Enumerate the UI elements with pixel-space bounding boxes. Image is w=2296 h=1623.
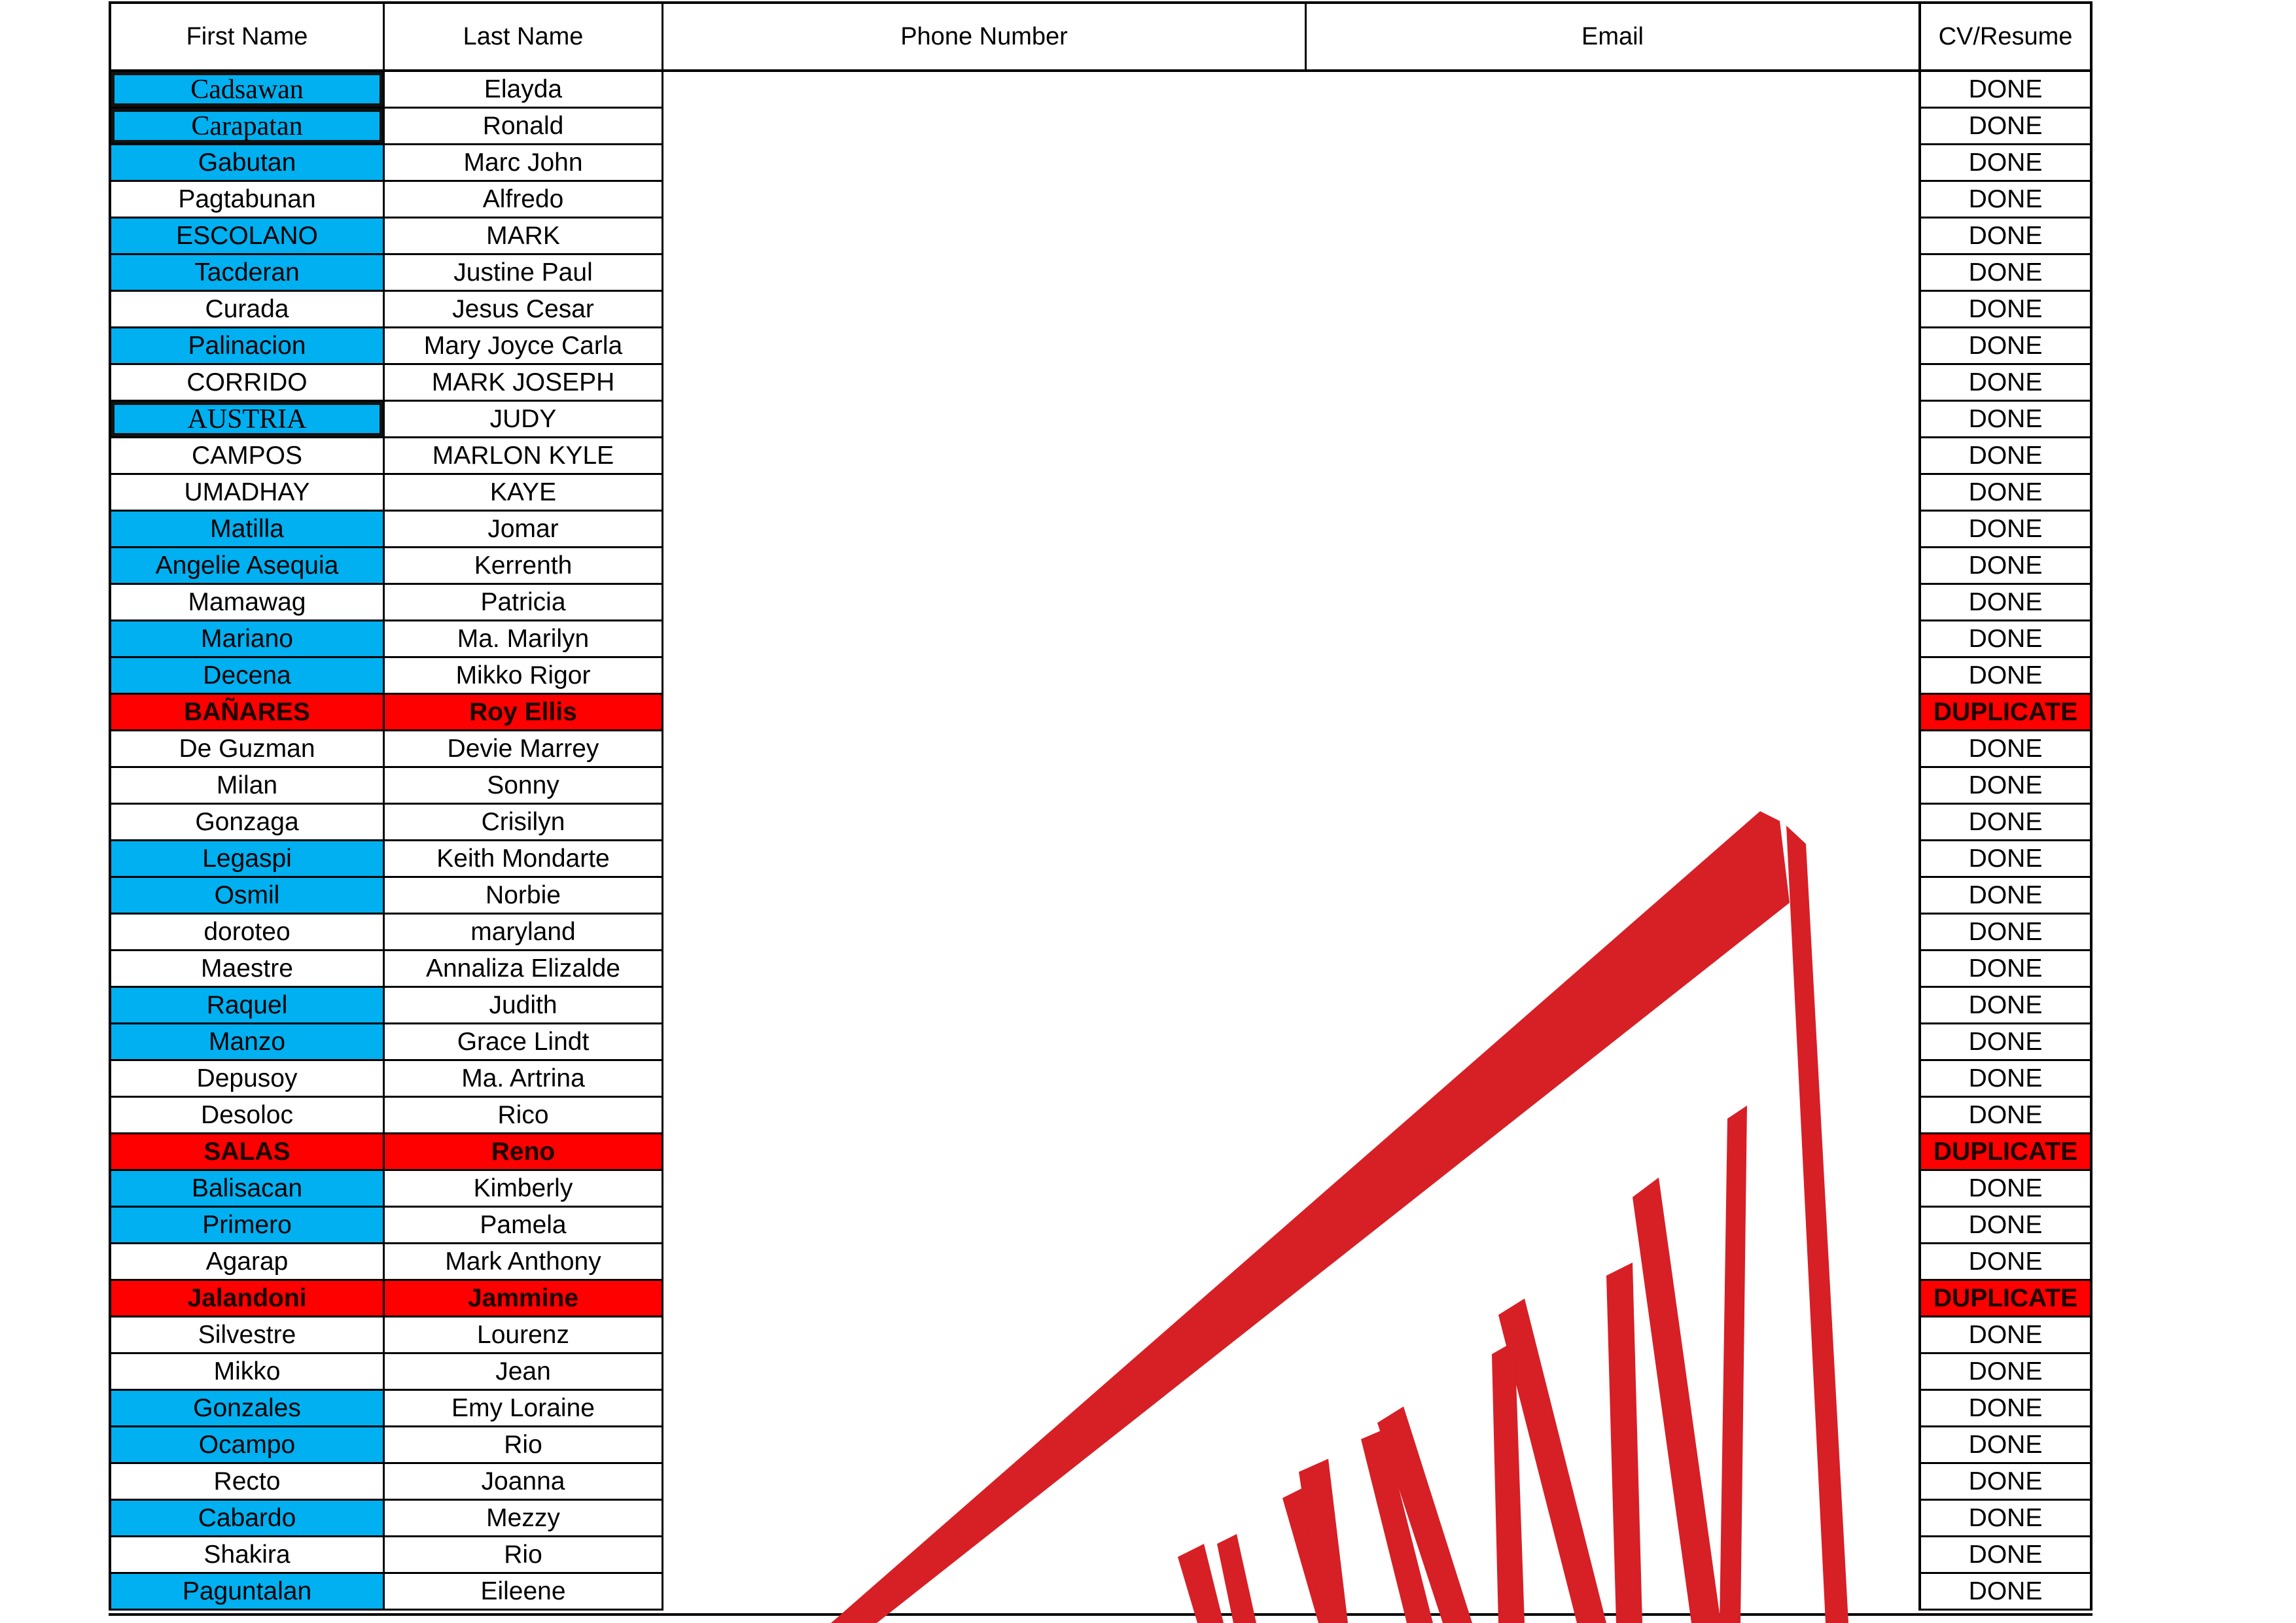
table-row <box>109 1574 663 1611</box>
first-name-cell[interactable]: CORRIDO <box>109 365 385 402</box>
first-name-cell[interactable]: Matilla <box>109 512 385 548</box>
duplicate-status-cell[interactable]: DUPLICATE <box>1918 1134 2093 1171</box>
status-row <box>1918 548 2093 585</box>
first-name-cell[interactable]: Gonzales <box>109 1391 385 1427</box>
first-name-cell[interactable]: doroteo <box>109 915 385 951</box>
table-row <box>109 218 663 255</box>
first-name-cell[interactable]: Primero <box>109 1208 385 1244</box>
status-row <box>1918 585 2093 621</box>
first-name-cell[interactable]: Agarap <box>109 1244 385 1281</box>
table-row <box>109 512 663 548</box>
table-row <box>109 1391 663 1427</box>
status-row <box>1918 768 2093 805</box>
first-name-cell[interactable]: Shakira <box>109 1537 385 1574</box>
status-row <box>1918 1354 2093 1391</box>
table-row <box>109 585 663 621</box>
status-row <box>1918 218 2093 255</box>
first-name-cell[interactable]: Maestre <box>109 951 385 988</box>
status-row <box>1918 438 2093 475</box>
done-status-cell[interactable]: DONE <box>1918 988 2093 1024</box>
last-name-cell[interactable]: Patricia <box>385 585 663 621</box>
done-status-cell[interactable]: DONE <box>1918 1574 2093 1611</box>
done-status-cell[interactable]: DONE <box>1918 1501 2093 1537</box>
table-row <box>109 1244 663 1281</box>
table-row <box>109 1427 663 1464</box>
done-status-cell[interactable]: DONE <box>1918 1024 2093 1061</box>
done-status-cell[interactable]: DONE <box>1918 1244 2093 1281</box>
table-row <box>109 878 663 915</box>
last-name-cell[interactable]: KAYE <box>385 475 663 512</box>
table-row <box>109 1354 663 1391</box>
table-row <box>109 1537 663 1574</box>
table-row <box>109 658 663 695</box>
table-row <box>109 768 663 805</box>
last-name-cell[interactable]: Jammine <box>385 1281 663 1318</box>
table-row <box>109 402 663 438</box>
last-name-cell[interactable]: Pamela <box>385 1208 663 1244</box>
first-name-cell[interactable]: Legaspi <box>109 841 385 878</box>
status-row <box>1918 1281 2093 1318</box>
status-row <box>1918 1208 2093 1244</box>
status-row <box>1918 328 2093 365</box>
table-row <box>109 1134 663 1171</box>
first-name-cell[interactable]: Curada <box>109 292 385 328</box>
header-last-name: Last Name <box>385 1 663 72</box>
table-row <box>109 915 663 951</box>
header-cv-resume: CV/Resume <box>1918 1 2093 72</box>
first-name-cell[interactable]: Cadsawan <box>109 72 385 109</box>
status-row <box>1918 988 2093 1024</box>
status-row <box>1918 1244 2093 1281</box>
status-row <box>1918 182 2093 218</box>
table-row <box>109 621 663 658</box>
last-name-cell[interactable]: Ma. Marilyn <box>385 621 663 658</box>
first-name-cell[interactable]: SALAS <box>109 1134 385 1171</box>
status-row <box>1918 878 2093 915</box>
first-name-cell[interactable]: Decena <box>109 658 385 695</box>
last-name-cell[interactable]: MARK <box>385 218 663 255</box>
table-row <box>109 365 663 402</box>
table-row <box>109 328 663 365</box>
status-row <box>1918 915 2093 951</box>
done-status-cell[interactable]: DONE <box>1918 72 2093 109</box>
last-name-cell[interactable]: Justine Paul <box>385 255 663 292</box>
status-row <box>1918 1501 2093 1537</box>
status-row <box>1918 72 2093 109</box>
status-row <box>1918 475 2093 512</box>
first-name-cell[interactable]: Raquel <box>109 988 385 1024</box>
status-row <box>1918 512 2093 548</box>
first-name-cell[interactable]: Mamawag <box>109 585 385 621</box>
last-name-cell[interactable]: Judith <box>385 988 663 1024</box>
done-status-cell[interactable]: DONE <box>1918 1318 2093 1354</box>
first-name-cell[interactable]: ESCOLANO <box>109 218 385 255</box>
status-row <box>1918 1391 2093 1427</box>
done-status-cell[interactable]: DONE <box>1918 731 2093 768</box>
status-row <box>1918 805 2093 841</box>
last-name-cell[interactable]: Crisilyn <box>385 805 663 841</box>
status-row <box>1918 1171 2093 1208</box>
done-status-cell[interactable]: DONE <box>1918 1537 2093 1574</box>
last-name-cell[interactable]: Norbie <box>385 878 663 915</box>
done-status-cell[interactable]: DONE <box>1918 585 2093 621</box>
last-name-cell[interactable]: Devie Marrey <box>385 731 663 768</box>
done-status-cell[interactable]: DONE <box>1918 658 2093 695</box>
header-phone-number: Phone Number <box>663 1 1307 72</box>
done-status-cell[interactable]: DONE <box>1918 841 2093 878</box>
last-name-cell[interactable]: Joanna <box>385 1464 663 1501</box>
status-row <box>1918 1464 2093 1501</box>
first-name-cell[interactable]: Milan <box>109 768 385 805</box>
table-row <box>109 988 663 1024</box>
first-name-cell[interactable]: Recto <box>109 1464 385 1501</box>
done-status-cell[interactable]: DONE <box>1918 438 2093 475</box>
table-row <box>109 841 663 878</box>
done-status-cell[interactable]: DONE <box>1918 145 2093 182</box>
status-row <box>1918 1061 2093 1098</box>
last-name-cell[interactable]: Reno <box>385 1134 663 1171</box>
table-row <box>109 731 663 768</box>
first-name-cell[interactable]: Osmil <box>109 878 385 915</box>
status-row <box>1918 1318 2093 1354</box>
first-name-cell[interactable]: Depusoy <box>109 1061 385 1098</box>
first-name-cell[interactable]: Tacderan <box>109 255 385 292</box>
last-name-cell[interactable]: MARK JOSEPH <box>385 365 663 402</box>
first-name-cell[interactable]: De Guzman <box>109 731 385 768</box>
first-name-cell[interactable]: Jalandoni <box>109 1281 385 1318</box>
last-name-cell[interactable]: Jean <box>385 1354 663 1391</box>
last-name-cell[interactable]: Alfredo <box>385 182 663 218</box>
last-name-cell[interactable]: Rico <box>385 1098 663 1134</box>
done-status-cell[interactable]: DONE <box>1918 915 2093 951</box>
last-name-cell[interactable]: Rio <box>385 1537 663 1574</box>
last-name-cell[interactable]: Jesus Cesar <box>385 292 663 328</box>
table-row <box>109 182 663 218</box>
last-name-cell[interactable]: Marc John <box>385 145 663 182</box>
first-name-cell[interactable]: Ocampo <box>109 1427 385 1464</box>
first-name-cell[interactable]: Balisacan <box>109 1171 385 1208</box>
status-row <box>1918 841 2093 878</box>
status-row <box>1918 255 2093 292</box>
done-status-cell[interactable]: DONE <box>1918 1427 2093 1464</box>
table-row <box>109 475 663 512</box>
status-row <box>1918 109 2093 145</box>
done-status-cell[interactable]: DONE <box>1918 878 2093 915</box>
table-row <box>109 1098 663 1134</box>
done-status-cell[interactable]: DONE <box>1918 805 2093 841</box>
table-row <box>109 548 663 585</box>
status-row <box>1918 695 2093 731</box>
first-name-cell[interactable]: Paguntalan <box>109 1574 385 1611</box>
done-status-cell[interactable]: DONE <box>1918 109 2093 145</box>
first-name-cell[interactable]: Desoloc <box>109 1098 385 1134</box>
table-row <box>109 1281 663 1318</box>
last-name-cell[interactable]: Mark Anthony <box>385 1244 663 1281</box>
done-status-cell[interactable]: DONE <box>1918 402 2093 438</box>
status-row <box>1918 292 2093 328</box>
table-row <box>109 951 663 988</box>
last-name-cell[interactable]: Eileene <box>385 1574 663 1611</box>
first-name-cell[interactable]: Mikko <box>109 1354 385 1391</box>
table-row <box>109 695 663 731</box>
last-name-cell[interactable]: Grace Lindt <box>385 1024 663 1061</box>
done-status-cell[interactable]: DONE <box>1918 1464 2093 1501</box>
done-status-cell[interactable]: DONE <box>1918 475 2093 512</box>
last-name-cell[interactable]: maryland <box>385 915 663 951</box>
table-row <box>109 292 663 328</box>
cv-status-column <box>1918 72 2093 1611</box>
status-row <box>1918 402 2093 438</box>
last-name-cell[interactable]: Mezzy <box>385 1501 663 1537</box>
last-name-cell[interactable]: Annaliza Elizalde <box>385 951 663 988</box>
done-status-cell[interactable]: DONE <box>1918 182 2093 218</box>
first-name-cell[interactable]: Angelie Asequia <box>109 548 385 585</box>
table-row <box>109 72 663 109</box>
status-row <box>1918 1574 2093 1611</box>
first-name-cell[interactable]: Mariano <box>109 621 385 658</box>
last-name-cell[interactable]: Jomar <box>385 512 663 548</box>
status-row <box>1918 1537 2093 1574</box>
last-name-cell[interactable]: Elayda <box>385 72 663 109</box>
status-row <box>1918 731 2093 768</box>
status-row <box>1918 951 2093 988</box>
status-row <box>1918 1024 2093 1061</box>
done-status-cell[interactable]: DONE <box>1918 1171 2093 1208</box>
first-name-cell[interactable]: CAMPOS <box>109 438 385 475</box>
header-email: Email <box>1307 1 1918 72</box>
header-first-name: First Name <box>109 1 385 72</box>
done-status-cell[interactable]: DONE <box>1918 292 2093 328</box>
last-name-cell[interactable]: Lourenz <box>385 1318 663 1354</box>
done-status-cell[interactable]: DONE <box>1918 1098 2093 1134</box>
last-name-cell[interactable]: Ma. Artrina <box>385 1061 663 1098</box>
table-row <box>109 255 663 292</box>
status-row <box>1918 621 2093 658</box>
name-columns <box>109 72 663 1611</box>
first-name-cell[interactable]: Cabardo <box>109 1501 385 1537</box>
first-name-cell[interactable]: Gabutan <box>109 145 385 182</box>
last-name-cell[interactable]: Mary Joyce Carla <box>385 328 663 365</box>
done-status-cell[interactable]: DONE <box>1918 255 2093 292</box>
duplicate-status-cell[interactable]: DUPLICATE <box>1918 1281 2093 1318</box>
last-name-cell[interactable]: Emy Loraine <box>385 1391 663 1427</box>
done-status-cell[interactable]: DONE <box>1918 621 2093 658</box>
status-row <box>1918 658 2093 695</box>
last-name-cell[interactable]: Kerrenth <box>385 548 663 585</box>
last-name-cell[interactable]: Ronald <box>385 109 663 145</box>
done-status-cell[interactable]: DONE <box>1918 365 2093 402</box>
table-row <box>109 1024 663 1061</box>
done-status-cell[interactable]: DONE <box>1918 548 2093 585</box>
last-name-cell[interactable]: Rio <box>385 1427 663 1464</box>
table-bottom-border <box>109 1613 2093 1616</box>
first-name-cell[interactable]: Carapatan <box>109 109 385 145</box>
last-name-cell[interactable]: Kimberly <box>385 1171 663 1208</box>
first-name-cell[interactable]: UMADHAY <box>109 475 385 512</box>
status-row <box>1918 145 2093 182</box>
done-status-cell[interactable]: DONE <box>1918 1391 2093 1427</box>
done-status-cell[interactable]: DONE <box>1918 768 2093 805</box>
table-row <box>109 1171 663 1208</box>
done-status-cell[interactable]: DONE <box>1918 218 2093 255</box>
first-name-cell[interactable]: Silvestre <box>109 1318 385 1354</box>
done-status-cell[interactable]: DONE <box>1918 1061 2093 1098</box>
first-name-cell[interactable]: Gonzaga <box>109 805 385 841</box>
done-status-cell[interactable]: DONE <box>1918 951 2093 988</box>
status-row <box>1918 1427 2093 1464</box>
first-name-cell[interactable]: Manzo <box>109 1024 385 1061</box>
done-status-cell[interactable]: DONE <box>1918 328 2093 365</box>
table-row <box>109 1061 663 1098</box>
spreadsheet-table <box>109 0 2093 1616</box>
table-row <box>109 145 663 182</box>
table-row <box>109 1318 663 1354</box>
table-row <box>109 1501 663 1537</box>
first-name-cell[interactable]: AUSTRIA <box>109 402 385 438</box>
done-status-cell[interactable]: DONE <box>1918 512 2093 548</box>
first-name-cell[interactable]: BAÑARES <box>109 695 385 731</box>
last-name-cell[interactable]: Keith Mondarte <box>385 841 663 878</box>
table-row <box>109 438 663 475</box>
duplicate-status-cell[interactable]: DUPLICATE <box>1918 695 2093 731</box>
last-name-cell[interactable]: Roy Ellis <box>385 695 663 731</box>
status-row <box>1918 1134 2093 1171</box>
status-row <box>1918 1098 2093 1134</box>
last-name-cell[interactable]: JUDY <box>385 402 663 438</box>
table-row <box>109 1464 663 1501</box>
last-name-cell[interactable]: MARLON KYLE <box>385 438 663 475</box>
table-row <box>109 805 663 841</box>
done-status-cell[interactable]: DONE <box>1918 1208 2093 1244</box>
done-status-cell[interactable]: DONE <box>1918 1354 2093 1391</box>
table-row <box>109 109 663 145</box>
last-name-cell[interactable]: Sonny <box>385 768 663 805</box>
first-name-cell[interactable]: Pagtabunan <box>109 182 385 218</box>
first-name-cell[interactable]: Palinacion <box>109 328 385 365</box>
last-name-cell[interactable]: Mikko Rigor <box>385 658 663 695</box>
table-row <box>109 1208 663 1244</box>
status-row <box>1918 365 2093 402</box>
